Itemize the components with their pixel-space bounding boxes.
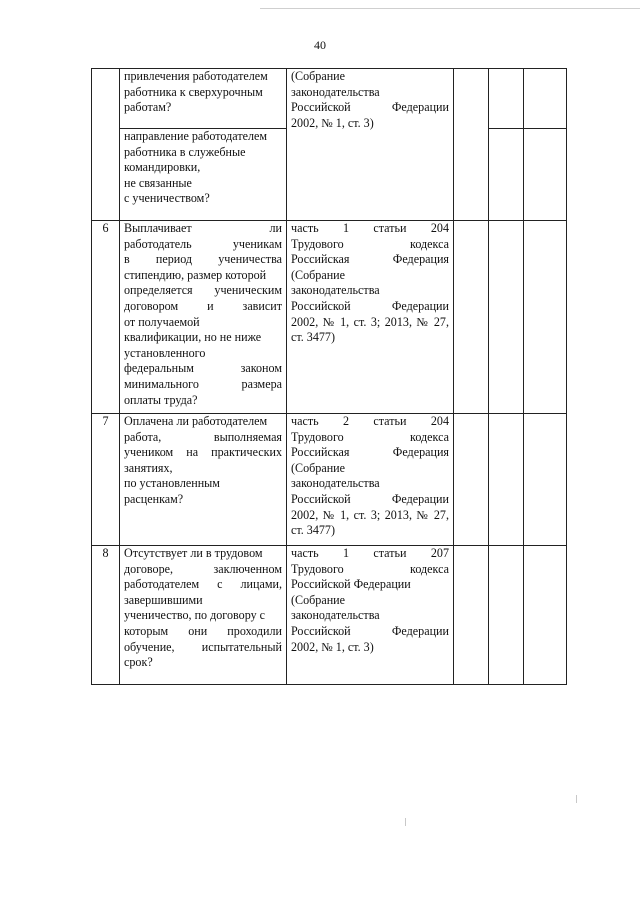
question-line: работника в служебные bbox=[124, 144, 246, 159]
question-line: определяется ученическим bbox=[124, 283, 282, 298]
reference-line: 2002, № 1, ст. 3) bbox=[291, 639, 374, 654]
question-line: командировки, bbox=[124, 160, 201, 175]
checklist-table bbox=[91, 68, 567, 685]
question-line: Выплачивает ли bbox=[124, 221, 282, 235]
question-line: не связанные bbox=[124, 175, 192, 190]
question-line: работодателем с лицами, bbox=[124, 577, 282, 592]
table-row bbox=[92, 69, 567, 129]
reference-line: Российской Федерации bbox=[291, 491, 449, 506]
question-line: Оплачена ли работодателем bbox=[124, 414, 268, 428]
scan-speck bbox=[405, 818, 406, 826]
reference-line: 2002, № 1, ст. 3) bbox=[291, 115, 374, 130]
answer-yes-cell bbox=[454, 414, 489, 546]
reference-line: законодательства bbox=[291, 84, 380, 99]
question-line: работам? bbox=[124, 100, 172, 115]
reference-line: (Собрание bbox=[291, 267, 346, 282]
question-cell bbox=[120, 546, 287, 685]
question-cell bbox=[120, 129, 287, 221]
reference-line: 2002, № 1, ст. 3; 2013, № 27, bbox=[291, 507, 449, 522]
answer-not-applicable-cell bbox=[524, 414, 567, 546]
reference-line: Российская Федерация bbox=[291, 445, 449, 460]
question-line: от получаемой bbox=[124, 314, 200, 329]
reference-line: Трудового кодекса bbox=[291, 429, 449, 444]
reference-line: Российская Федерация bbox=[291, 252, 449, 267]
answer-no-cell bbox=[489, 414, 524, 546]
reference-line: Российской Федерации bbox=[291, 577, 411, 592]
question-line: договором и зависит bbox=[124, 298, 282, 313]
answer-no-cell bbox=[489, 546, 524, 685]
reference-line: (Собрание bbox=[291, 592, 346, 607]
question-line: по установленным bbox=[124, 476, 220, 491]
question-line: договоре, заключенном bbox=[124, 561, 282, 576]
row-number-cell bbox=[92, 69, 120, 221]
answer-yes-cell bbox=[454, 69, 489, 221]
question-line: занятиях, bbox=[124, 460, 173, 475]
reference-line: (Собрание bbox=[291, 460, 346, 475]
reference-line: законодательства bbox=[291, 283, 380, 298]
question-line: Отсутствует ли в трудовом bbox=[124, 546, 263, 560]
question-line: с ученичеством? bbox=[124, 191, 210, 206]
question-line: направление работодателем bbox=[124, 129, 268, 143]
reference-line: часть 1 статьи 204 bbox=[291, 221, 449, 235]
row-number-cell: 7 bbox=[92, 414, 120, 546]
answer-yes-cell bbox=[454, 221, 489, 414]
question-line: стипендию, размер которой bbox=[124, 267, 267, 282]
legal-reference-cell bbox=[287, 221, 454, 414]
reference-line: законодательства bbox=[291, 476, 380, 491]
top-edge-rule bbox=[260, 8, 640, 9]
question-line: обучение, испытательный bbox=[124, 639, 282, 654]
reference-line: ст. 3477) bbox=[291, 523, 336, 538]
question-line: федеральным законом bbox=[124, 361, 282, 376]
reference-line: Российской Федерации bbox=[291, 623, 449, 638]
reference-line: Трудового кодекса bbox=[291, 561, 449, 576]
scan-speck bbox=[576, 795, 577, 803]
question-line: завершившими bbox=[124, 592, 203, 607]
question-cell bbox=[120, 69, 287, 129]
question-line: расценкам? bbox=[124, 491, 184, 506]
answer-not-applicable-cell bbox=[524, 129, 567, 221]
answer-no-cell bbox=[489, 69, 524, 129]
reference-line: 2002, № 1, ст. 3; 2013, № 27, bbox=[291, 314, 449, 329]
answer-not-applicable-cell bbox=[524, 221, 567, 414]
reference-line: часть 2 статьи 204 bbox=[291, 414, 449, 428]
reference-line: (Собрание bbox=[291, 69, 346, 83]
reference-line: Российской Федерации bbox=[291, 100, 449, 115]
answer-not-applicable-cell bbox=[524, 546, 567, 685]
legal-reference-cell bbox=[287, 414, 454, 546]
answer-no-cell bbox=[489, 129, 524, 221]
table-row bbox=[92, 546, 567, 685]
row-number-cell: 6 bbox=[92, 221, 120, 414]
question-line: установленного bbox=[124, 345, 206, 360]
legal-reference-cell bbox=[287, 546, 454, 685]
reference-line: законодательства bbox=[291, 608, 380, 623]
reference-line: Российской Федерации bbox=[291, 298, 449, 313]
question-line: оплаты труда? bbox=[124, 392, 198, 407]
row-number-cell: 8 bbox=[92, 546, 120, 685]
question-line: учеником на практических bbox=[124, 445, 282, 460]
question-line: минимального размера bbox=[124, 376, 282, 391]
question-cell bbox=[120, 414, 287, 546]
question-line: работника к сверхурочным bbox=[124, 84, 263, 99]
answer-yes-cell bbox=[454, 546, 489, 685]
question-line: в период ученичества bbox=[124, 252, 282, 267]
answer-not-applicable-cell bbox=[524, 69, 567, 129]
legal-reference-cell bbox=[287, 69, 454, 221]
question-line: привлечения работодателем bbox=[124, 69, 268, 83]
table-row bbox=[92, 221, 567, 414]
question-line: работа, выполняемая bbox=[124, 429, 282, 444]
reference-line: часть 1 статьи 207 bbox=[291, 546, 449, 560]
reference-line: Трудового кодекса bbox=[291, 236, 449, 251]
page-number: 40 bbox=[314, 38, 326, 52]
question-line: ученичество, по договору с bbox=[124, 608, 266, 623]
table-row bbox=[92, 414, 567, 546]
question-line: которым они проходили bbox=[124, 623, 282, 638]
answer-no-cell bbox=[489, 221, 524, 414]
question-line: квалификации, но не ниже bbox=[124, 330, 262, 345]
question-cell bbox=[120, 221, 287, 414]
reference-line: ст. 3477) bbox=[291, 330, 336, 345]
question-line: работодатель ученикам bbox=[124, 236, 282, 251]
question-line: срок? bbox=[124, 655, 153, 670]
